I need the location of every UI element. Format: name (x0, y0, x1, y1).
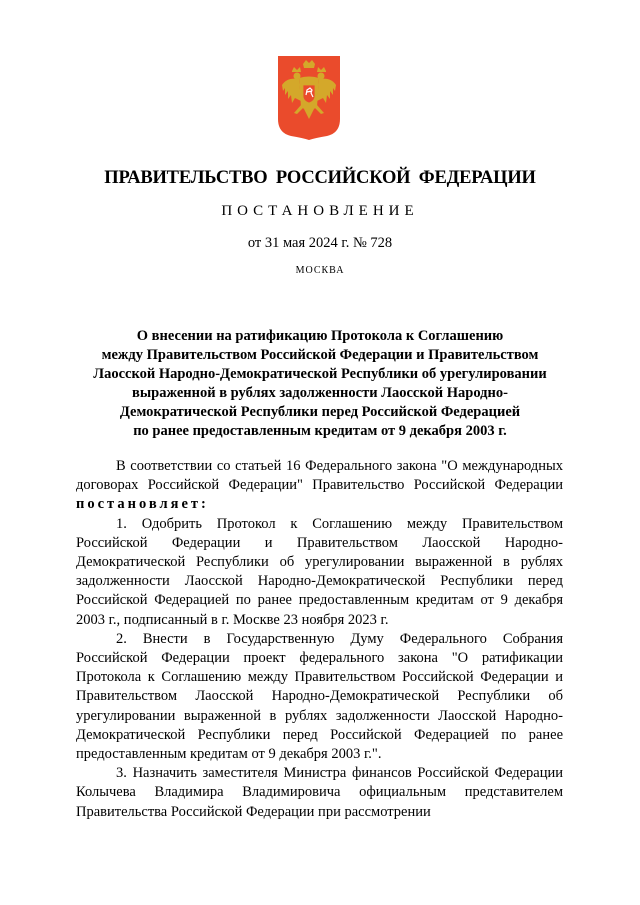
intro-text: В соответствии со статьей 16 Федерального закона "О международных договорах Российской Федерации" Правительство Российской Федерации (76, 458, 563, 494)
emblem-inner-shield (303, 85, 315, 103)
title-line: по ранее предоставленным кредитам от 9 декабря 2003 г. (133, 423, 507, 439)
coat-of-arms-icon (277, 55, 341, 141)
item-paragraph-2: 2. Внести в Государственную Думу Федерального Собрания Российской Федерации проект федерального закона "О ратификации Протокола к Соглашению между Правительством Российской Федерации и Правительством Лаосской Народно-Демократической Республики об урегулировании выраженной в рублях задолженности Лаосской Народно-Демократической Республики перед Российской Федерацией по ранее предоставленным кредитам от 9 декабря 2003 г.". (76, 630, 563, 763)
title-line: О внесении на ратификацию Протокола к Соглашению (136, 328, 504, 344)
document-date-number: от 31 мая 2024 г. № 728 (247, 235, 393, 251)
item-paragraph-3: 3. Назначить заместителя Министра финансов Российской Федерации Колычева Владимира Владимировича официальным представителем Правительства Российской Федерации при рассмотрении (76, 765, 563, 820)
government-title: ПРАВИТЕЛЬСТВО РОССИЙСКОЙ ФЕДЕРАЦИИ (104, 168, 536, 188)
document-title (70, 327, 570, 441)
document-body (76, 457, 563, 822)
item-paragraph-1: 1. Одобрить Протокол к Соглашению между Правительством Российской Федерации и Правительством Лаосской Народно-Демократической Республики об урегулировании выраженной в рублях задолженности Лаосской Народно-Демократической Республики перед Российской Федерацией по ранее предоставленным кредитам от 9 декабря 2003 г., подписанный в г. Москве 23 ноября 2023 г. (76, 515, 563, 628)
title-line: выраженной в рублях задолженности Лаосской Народно- (132, 385, 508, 401)
intro-action: постановляет: (76, 496, 209, 513)
document-city: МОСКВА (295, 265, 345, 276)
title-line: Демократической Республики перед Российской Федерацией (119, 404, 521, 420)
title-line: между Правительством Российской Федерации и Правительством (101, 347, 539, 363)
intro-paragraph (76, 457, 563, 515)
title-line: Лаосской Народно-Демократической Республики об урегулировании (93, 366, 547, 382)
document-type: ПОСТАНОВЛЕНИЕ (221, 203, 419, 219)
